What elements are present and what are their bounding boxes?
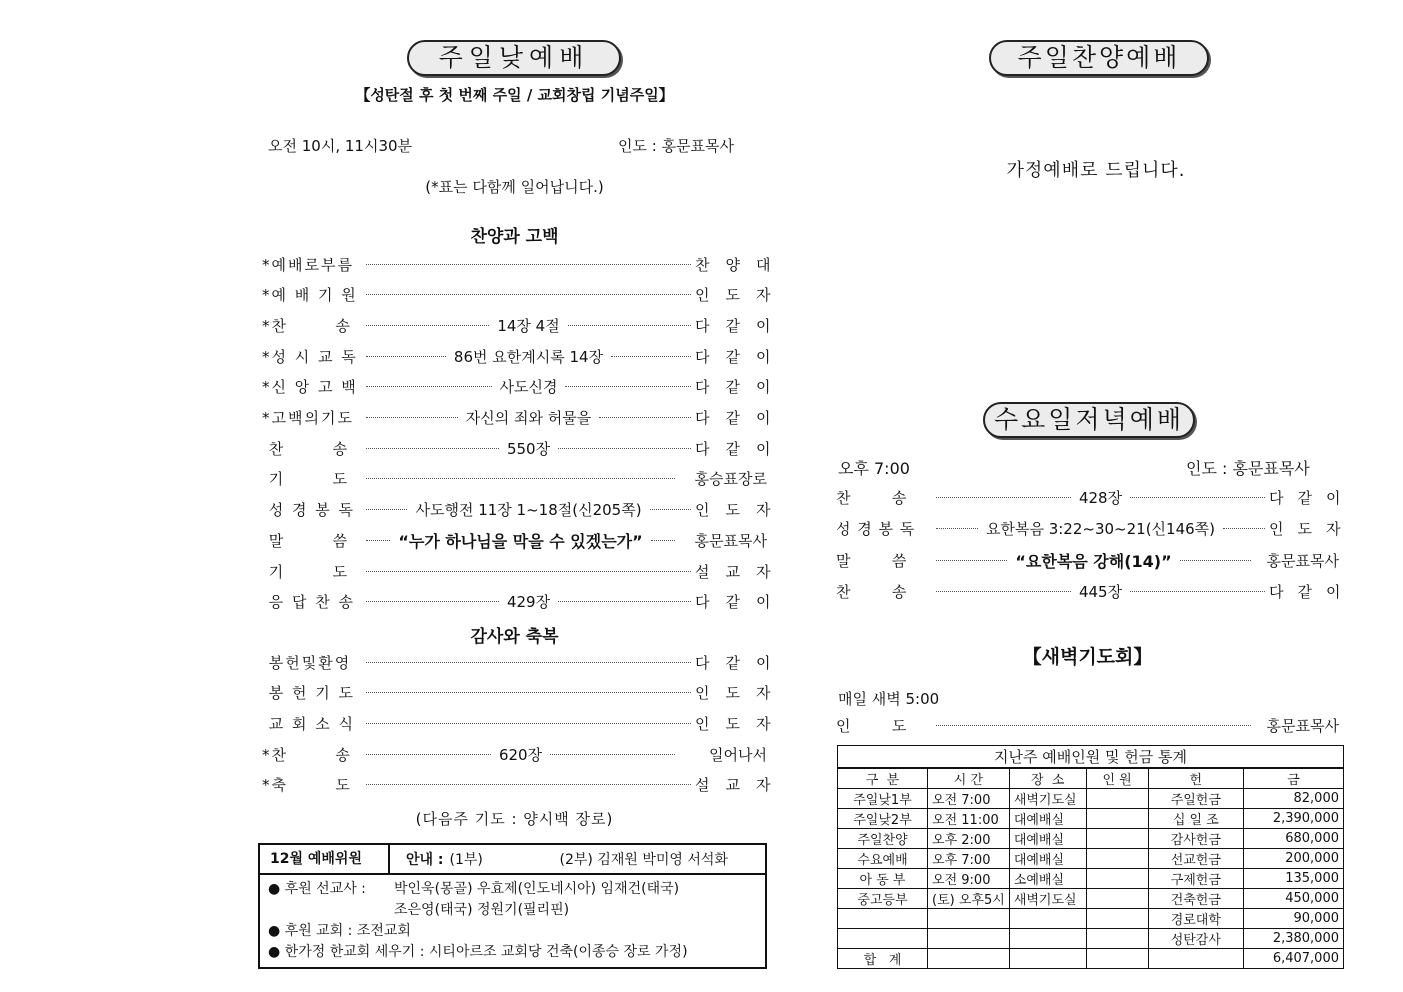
order-item-row [262, 344, 787, 368]
dawn-prayer-time: 매일 새벽 5:00 [838, 690, 940, 708]
missionary-label: ● 후원 선교사 : [268, 881, 366, 897]
stats-cell-amount: 90,000 [1244, 909, 1344, 929]
stats-cell-offering: 성탄감사 [1148, 929, 1243, 949]
order-item-person: 다같이 [695, 378, 787, 397]
order-item-person: 다같이 [695, 653, 787, 672]
order-item-label: *신 앙 고 백 [262, 378, 358, 397]
order-item-person: 찬양대 [695, 255, 787, 274]
stats-cell-count [1086, 869, 1148, 889]
stats-cell-amount: 82,000 [1244, 789, 1344, 809]
order-item-person: 인도자 [1269, 520, 1355, 538]
stats-cell-count [1086, 889, 1148, 909]
stats-cell-count [1086, 849, 1148, 869]
order-item-label: 말 씀 [836, 551, 908, 570]
stats-header-row [838, 768, 1344, 789]
stats-title: 지난주 예배인원 및 헌금 통계 [838, 746, 1344, 769]
dawn-leader-label: 인 도 [836, 716, 908, 735]
stats-cell-offering: 선교헌금 [1148, 849, 1243, 869]
order-item-row [836, 516, 1355, 542]
order-item-person: 홍문표목사 [1266, 551, 1339, 570]
stats-cell-name: 주일낮2부 [838, 809, 928, 829]
order-item-label: *예배로부름 [262, 255, 354, 274]
order-item-label: 성 경 봉 독 [262, 501, 356, 520]
order-item-person: 설교자 [695, 562, 787, 581]
stats-cell-time: 오후 7:00 [928, 849, 1010, 869]
stats-cell-time: 오전 9:00 [928, 869, 1010, 889]
order-item-content: “요한복음 강해(14)” [1015, 551, 1172, 571]
order-item-label: 찬 송 [262, 439, 350, 458]
header-time: 시 간 [928, 768, 1010, 789]
order-item-content: 14장 4절 [497, 316, 560, 335]
service-subtitle: 【성탄절 후 첫 번째 주일 / 교회창립 기념주일】 [355, 86, 674, 104]
order-item-row [262, 467, 767, 491]
stats-cell-name: 주일찬양 [838, 829, 928, 849]
order-item-row [262, 375, 787, 399]
stats-row [838, 869, 1344, 889]
order-item-person: 일어나서 [709, 745, 767, 764]
header-category: 구 분 [838, 768, 928, 789]
stats-total-row [838, 949, 1344, 969]
order-item-person: 다같이 [695, 316, 787, 335]
stats-cell-time [928, 929, 1010, 949]
stats-cell-time: 오전 7:00 [928, 789, 1010, 809]
stats-cell-amount: 450,000 [1244, 889, 1344, 909]
header-amount: 금 [1244, 768, 1344, 789]
stats-cell-time: 오전 11:00 [928, 809, 1010, 829]
stats-cell-amount: 200,000 [1244, 849, 1344, 869]
next-week-prayer: (다음주 기도 : 양시백 장로) [415, 810, 614, 828]
order-item-person: 다같이 [1269, 488, 1355, 507]
order-item-row [262, 590, 787, 614]
order-item-row [262, 528, 767, 552]
stats-cell-amount: 2,380,000 [1244, 929, 1344, 949]
order-item-row [836, 579, 1355, 605]
stats-cell-offering: 건축헌금 [1148, 889, 1243, 909]
stats-row [838, 889, 1344, 909]
order-item-row [262, 773, 787, 797]
praise-note: 가정예배로 드립니다. [1006, 160, 1186, 181]
stats-row [838, 829, 1344, 849]
order-item-label: *성 시 교 독 [262, 347, 358, 366]
order-item-row [262, 711, 787, 735]
stats-cell-place: 대예배실 [1009, 849, 1086, 869]
order-item-content: 429장 [506, 593, 551, 612]
wednesday-leader: 인도 : 홍문표목사 [1186, 459, 1310, 478]
order-item-content: 자신의 죄와 허물을 [465, 409, 592, 427]
header-offering: 헌 [1148, 768, 1243, 789]
family-church-project: ● 한가정 한교회 세우기 : 시티아르조 교회당 건축(이종승 장로 가정) [268, 944, 688, 960]
stats-row [838, 849, 1344, 869]
order-item-person: 다같이 [695, 409, 787, 427]
stats-cell-count [1086, 789, 1148, 809]
attendance-offering-table [837, 745, 1344, 969]
order-item-person: 인도자 [695, 286, 787, 305]
stats-cell-name: 주일낮1부 [838, 789, 928, 809]
stats-cell-time [928, 909, 1010, 929]
order-item-label: 봉 헌 기 도 [262, 684, 356, 703]
order-item-person: 설교자 [695, 776, 787, 795]
order-item-label: 말 씀 [262, 531, 350, 550]
stats-cell-amount: 135,000 [1244, 869, 1344, 889]
dawn-prayer-title: 【새벽기도회】 [1022, 646, 1153, 668]
stats-row [838, 809, 1344, 829]
order-item-person: 인도자 [695, 684, 787, 703]
stats-cell-place: 대예배실 [1009, 809, 1086, 829]
total-amount: 6,407,000 [1244, 949, 1344, 969]
stats-cell-time: 오후 2:00 [928, 829, 1010, 849]
order-item-person: 다같이 [1269, 583, 1355, 601]
order-item-content: 사도신경 [499, 378, 558, 397]
supporting-church: ● 후원 교회 : 조전교회 [268, 923, 411, 939]
stats-cell-offering: 감사헌금 [1148, 829, 1243, 849]
order-item-content: 550장 [506, 439, 551, 458]
order-item-label: *찬 송 [262, 316, 352, 335]
stats-cell-time: (토) 오후5시 [928, 889, 1010, 909]
order-item-label: 기 도 [262, 562, 350, 581]
order-item-content: 사도행전 11장 1~18절(신205쪽) [415, 501, 642, 520]
order-item-label: 기 도 [262, 470, 350, 489]
order-item-content: 445장 [1078, 583, 1123, 601]
order-item-label: *예 배 기 원 [262, 286, 358, 305]
order-item-row [262, 559, 787, 583]
stats-cell-count [1086, 809, 1148, 829]
section-thanks-blessing: 감사와 축복 [470, 627, 559, 647]
service-title-praise: 주일찬양예배 [989, 40, 1209, 76]
order-item-content: 86번 요한계시록 14장 [453, 347, 604, 366]
service-leader: 인도 : 홍문표목사 [618, 137, 735, 155]
order-item-content: 요한복음 3:22~30~21(신146쪽) [985, 520, 1216, 538]
order-item-person: 인도자 [695, 714, 787, 733]
stats-cell-place: 대예배실 [1009, 829, 1086, 849]
order-item-content: “누가 하나님을 막을 수 있겠는가” [398, 531, 643, 551]
stats-cell-place [1009, 929, 1086, 949]
stats-cell-count [1086, 929, 1148, 949]
header-place: 장 소 [1009, 768, 1086, 789]
total-label: 합 계 [838, 949, 928, 969]
stats-cell-name [838, 909, 928, 929]
order-item-label: 봉헌및환영 [262, 653, 352, 672]
standing-note: (*표는 다함께 일어납니다.) [425, 178, 604, 196]
stats-cell-count [1086, 909, 1148, 929]
stats-cell-place: 소예배실 [1009, 869, 1086, 889]
order-item-person: 다같이 [695, 347, 787, 366]
service-title-wednesday: 수요일저녁예배 [983, 402, 1195, 438]
dawn-prayer-leader-row [836, 712, 1339, 738]
stats-cell-amount: 2,390,000 [1244, 809, 1344, 829]
stats-cell-name: 중고등부 [838, 889, 928, 909]
wednesday-time: 오후 7:00 [838, 459, 910, 478]
stats-cell-name: 아 동 부 [838, 869, 928, 889]
stats-cell-place [1009, 909, 1086, 929]
missionary-line-1: 박인욱(몽골) 우효제(인도네시아) 임재건(태국) [394, 881, 680, 897]
order-item-label: *찬 송 [262, 745, 352, 764]
order-item-row [262, 650, 787, 674]
dawn-leader-name: 홍문표목사 [1266, 716, 1339, 735]
stats-cell-amount: 680,000 [1244, 829, 1344, 849]
order-item-row [262, 313, 787, 337]
order-item-row [262, 406, 787, 430]
stats-cell-name: 수요예배 [838, 849, 928, 869]
order-item-row [262, 681, 787, 705]
order-item-label: 교 회 소 식 [262, 714, 356, 733]
stats-cell-offering: 십 일 조 [1148, 809, 1243, 829]
order-item-row [836, 484, 1355, 510]
guide-label: 안내 : [406, 852, 444, 868]
order-item-content: 428장 [1078, 488, 1123, 507]
guide-first: (1부) [449, 852, 483, 868]
stats-row [838, 909, 1344, 929]
order-item-label: *축 도 [262, 776, 352, 795]
stats-cell-name [838, 929, 928, 949]
service-time: 오전 10시, 11시30분 [268, 137, 413, 155]
header-count: 인 원 [1086, 768, 1148, 789]
stats-cell-count [1086, 829, 1148, 849]
order-item-label: 응 답 찬 송 [262, 593, 356, 612]
order-item-person: 인도자 [695, 501, 787, 520]
order-item-label: 찬 송 [836, 583, 908, 601]
section-praise-confession: 찬양과 고백 [470, 227, 559, 247]
order-item-label: 성 경 봉 독 [836, 520, 916, 538]
order-item-row [262, 436, 787, 460]
order-item-person: 홍문표목사 [694, 531, 767, 550]
order-item-person: 다같이 [695, 439, 787, 458]
guide-second: (2부) 김재원 박미영 서석화 [559, 852, 728, 868]
worship-committee-box [258, 843, 767, 969]
stats-cell-offering: 경로대학 [1148, 909, 1243, 929]
stats-row [838, 929, 1344, 949]
stats-row [838, 789, 1344, 809]
order-item-row [836, 547, 1339, 573]
committee-label: 12월 예배위원 [260, 845, 390, 873]
stats-cell-place: 새벽기도실 [1009, 889, 1086, 909]
order-item-label: *고백의기도 [262, 409, 354, 427]
service-title-sunday: 주일낮예배 [407, 40, 621, 76]
order-item-row [262, 283, 787, 307]
order-item-row [262, 252, 787, 276]
missionary-line-2: 조은영(태국) 정원기(필리핀) [394, 902, 570, 918]
stats-cell-place: 새벽기도실 [1009, 789, 1086, 809]
order-item-row [262, 498, 787, 522]
order-item-row [262, 742, 767, 766]
order-item-person: 홍승표장로 [694, 470, 767, 489]
order-item-label: 찬 송 [836, 488, 908, 507]
stats-cell-offering: 구제헌금 [1148, 869, 1243, 889]
stats-cell-offering: 주일헌금 [1148, 789, 1243, 809]
order-item-person: 다같이 [695, 593, 787, 612]
order-item-content: 620장 [498, 745, 543, 764]
